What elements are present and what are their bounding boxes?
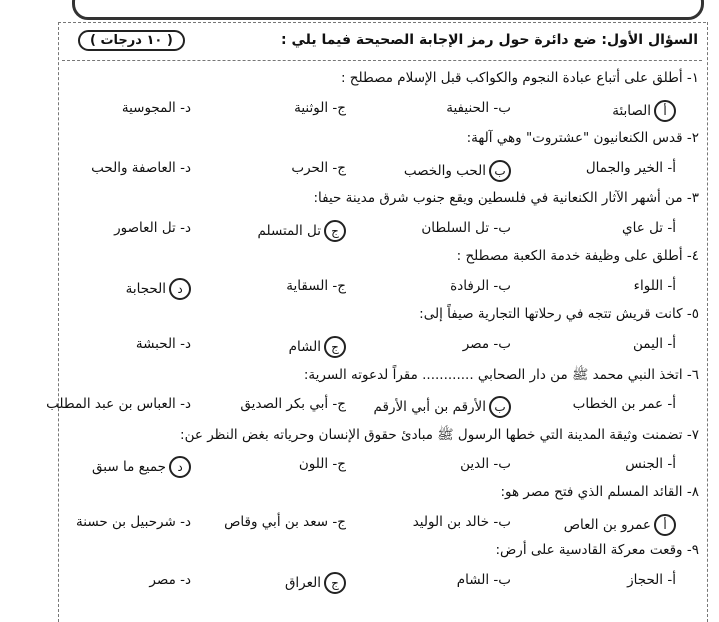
option-letter: د (184, 514, 191, 530)
option-letter: د (184, 100, 191, 116)
answer-option[interactable] (413, 514, 511, 530)
answer-option[interactable] (294, 100, 346, 116)
option-separator: - (328, 160, 338, 176)
answer-option[interactable] (149, 572, 191, 588)
option-label: اللواء (633, 278, 664, 294)
circled-option-letter: د (169, 456, 191, 478)
option-letter: ج (337, 396, 346, 412)
question-text: ٥- كانت قريش تتجه في رحلاتها التجارية صيفاً إلى: (419, 306, 699, 322)
circled-option-letter: د (169, 278, 191, 300)
option-separator: - (175, 220, 185, 236)
option-letter: ب (498, 456, 511, 472)
answer-option[interactable] (257, 220, 346, 242)
option-label: الدين (460, 456, 490, 472)
option-letter: ج (337, 456, 346, 472)
option-separator: - (328, 514, 338, 530)
section-title: السؤال الأول: ضع دائرة حول رمز الإجابة الصحيحة فيما يلي : (280, 32, 698, 48)
answer-option[interactable] (299, 456, 346, 472)
option-label: العراق (284, 575, 321, 591)
question-text: ٣- من أشهر الآثار الكنعانية في فلسطين ويقع جنوب شرق مدينة حيفا: (313, 190, 699, 206)
option-label: الأرقم بن أبي الأرقم (373, 399, 486, 415)
option-separator: - (489, 278, 499, 294)
option-label: تل المتسلم (257, 223, 321, 239)
option-label: جميع ما سبق (92, 459, 166, 475)
option-label: الحب والخصب (403, 163, 486, 179)
page-border-top (58, 22, 706, 23)
option-row (60, 456, 696, 478)
option-separator: - (175, 160, 185, 176)
answer-option[interactable] (564, 514, 676, 536)
option-label: اللون (298, 456, 329, 472)
answer-option[interactable] (92, 456, 191, 478)
option-label: الشام (456, 572, 490, 588)
option-label: اليمن (633, 336, 664, 352)
option-label: الخير والجمال (585, 160, 664, 176)
option-separator: - (663, 456, 673, 472)
option-letter: ج (337, 160, 346, 176)
option-separator: - (175, 336, 185, 352)
question-text: ٩- وقعت معركة القادسية على أرض: (495, 542, 699, 558)
option-separator: - (663, 220, 673, 236)
option-label: تل عاي (622, 220, 664, 236)
option-separator: - (328, 278, 338, 294)
answer-option[interactable] (46, 396, 191, 412)
option-letter: أ (672, 160, 676, 176)
answer-option[interactable] (633, 336, 676, 352)
option-row (60, 100, 696, 122)
question-text: ٦- اتخذ النبي محمد ﷺ من دار الصحابي ............ مقراً لدعوته السرية: (303, 367, 699, 383)
answer-option[interactable] (224, 514, 346, 530)
question-text: ٢- قدس الكنعانيون "عشتروت" وهي آلهة: (466, 130, 699, 146)
circled-option-letter: ج (324, 572, 346, 594)
option-label: الوثنية (294, 100, 329, 116)
option-label: العباس بن عبد المطلب (46, 396, 176, 412)
question-text: ٤- أطلق على وظيفة خدمة الكعبة مصطلح : (456, 248, 699, 264)
option-letter: ب (498, 100, 511, 116)
answer-option[interactable] (421, 220, 511, 236)
option-separator: - (489, 514, 499, 530)
option-label: الحنيفية (446, 100, 490, 116)
option-letter: ب (498, 278, 511, 294)
option-label: عمر بن الخطاب (572, 396, 664, 412)
option-label: تل السلطان (421, 220, 490, 236)
option-label: الحجاز (627, 572, 664, 588)
answer-option[interactable] (289, 336, 346, 358)
option-separator: - (328, 396, 338, 412)
option-letter: ج (337, 514, 346, 530)
answer-option[interactable] (627, 572, 676, 588)
option-label: مصر (149, 572, 176, 588)
option-row (60, 278, 696, 300)
option-separator: - (489, 456, 499, 472)
question-text: ٨- القائد المسلم الذي فتح مصر هو: (500, 484, 699, 500)
option-separator: - (489, 100, 499, 116)
option-label: الجنس (625, 456, 664, 472)
option-row (46, 396, 696, 418)
option-letter: د (184, 396, 191, 412)
option-row (60, 220, 696, 242)
option-label: شرحبيل بن حسنة (76, 514, 176, 530)
circled-option-letter: أ (654, 100, 676, 122)
option-letter: د (184, 336, 191, 352)
option-letter: د (184, 160, 191, 176)
option-letter: ب (498, 514, 511, 530)
marks-badge: ( ١٠ درجات ) (78, 30, 185, 51)
answer-option[interactable] (586, 160, 676, 176)
question-text: ١- أطلق على أتباع عبادة النجوم والكواكب قبل الإسلام مصطلح : (340, 70, 699, 86)
option-row (60, 514, 696, 536)
option-separator: - (175, 514, 185, 530)
option-label: العاصفة والحب (91, 160, 176, 176)
option-separator: - (663, 396, 673, 412)
answer-option[interactable] (286, 278, 346, 294)
answer-option[interactable] (76, 514, 191, 530)
answer-option[interactable] (91, 160, 191, 176)
answer-option[interactable] (446, 100, 511, 116)
answer-option[interactable] (291, 160, 346, 176)
top-frame (72, 0, 704, 20)
option-separator: - (175, 396, 185, 412)
answer-option[interactable] (285, 572, 346, 594)
answer-option[interactable] (404, 160, 511, 182)
answer-option[interactable] (634, 278, 676, 294)
answer-option[interactable] (126, 278, 191, 300)
option-row (60, 572, 696, 594)
option-letter: ب (498, 220, 511, 236)
option-letter: ج (337, 100, 346, 116)
option-letter: أ (672, 220, 676, 236)
option-label: الصابئة (612, 103, 651, 119)
option-label: الحجابة (125, 281, 166, 297)
question-text: ٧- تضمنت وثيقة المدينة التي خطها الرسول ﷺ مبادئ حقوق الإنسان وحرياته بغض النظر عن: (180, 427, 699, 443)
answer-option[interactable] (612, 100, 676, 122)
option-letter: ج (337, 278, 346, 294)
option-label: عمرو بن العاص (563, 517, 651, 533)
option-separator: - (328, 100, 338, 116)
option-label: سعد بن أبي وقاص (224, 514, 329, 530)
option-label: المجوسية (121, 100, 176, 116)
answer-option[interactable] (573, 396, 676, 412)
option-separator: - (663, 336, 673, 352)
answer-option[interactable] (122, 100, 191, 116)
circled-option-letter: ج (324, 336, 346, 358)
option-label: مصر (462, 336, 490, 352)
option-row (60, 336, 696, 358)
answer-option[interactable] (625, 456, 676, 472)
option-letter: ب (498, 336, 511, 352)
option-separator: - (489, 572, 499, 588)
option-row (60, 160, 696, 182)
circled-option-letter: ب (489, 160, 511, 182)
option-letter: د (184, 220, 191, 236)
circled-option-letter: أ (654, 514, 676, 536)
answer-option[interactable] (463, 336, 511, 352)
answer-option[interactable] (240, 396, 346, 412)
option-label: الشام (288, 339, 321, 355)
answer-option[interactable] (114, 220, 191, 236)
option-separator: - (175, 100, 185, 116)
option-separator: - (663, 160, 673, 176)
option-label: الحرب (291, 160, 329, 176)
option-label: الحبشة (135, 336, 176, 352)
option-letter: ب (498, 572, 511, 588)
option-letter: أ (672, 456, 676, 472)
option-separator: - (489, 336, 499, 352)
option-letter: د (184, 572, 191, 588)
answer-option[interactable] (374, 396, 511, 418)
answer-option[interactable] (457, 572, 511, 588)
option-label: تل العاصور (114, 220, 176, 236)
option-letter: أ (672, 396, 676, 412)
answer-option[interactable] (622, 220, 676, 236)
option-letter: أ (672, 278, 676, 294)
option-label: خالد بن الوليد (412, 514, 490, 530)
option-letter: أ (672, 336, 676, 352)
answer-option[interactable] (450, 278, 511, 294)
option-separator: - (489, 220, 499, 236)
circled-option-letter: ب (489, 396, 511, 418)
option-label: السقاية (286, 278, 329, 294)
answer-option[interactable] (136, 336, 191, 352)
option-label: الرفادة (450, 278, 490, 294)
answer-option[interactable] (460, 456, 511, 472)
option-letter: أ (672, 572, 676, 588)
option-label: أبي بكر الصديق (240, 396, 329, 412)
option-separator: - (663, 278, 673, 294)
option-separator: - (663, 572, 673, 588)
question-header (72, 28, 704, 54)
header-divider (62, 60, 702, 61)
option-separator: - (328, 456, 338, 472)
circled-option-letter: ج (324, 220, 346, 242)
option-separator: - (175, 572, 185, 588)
